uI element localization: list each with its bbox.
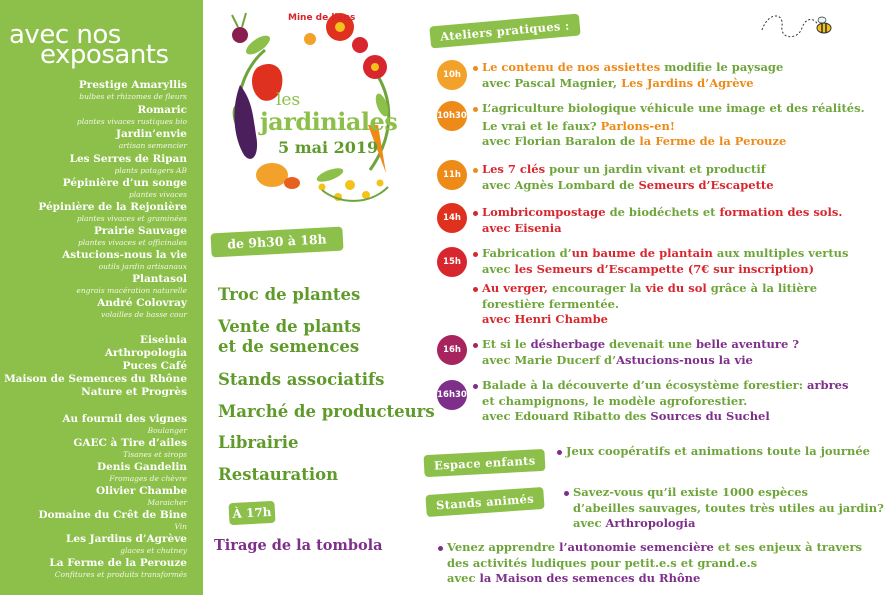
workshop-10h: Le contenu de nos assiettes modifie le paysage avec Pascal Magnier, Les Jardins d’Agrève: [473, 60, 783, 91]
producer: GAEC à Tire d’ailes Tisanes et sirops: [73, 437, 187, 459]
workshop-10h30: L’agriculture biologique véhicule une image et des réalités. Le vrai et le faux? Parlons-en! avec Florian Baralon de la Ferme de la Perouze: [473, 101, 865, 150]
raffle-label: Tirage de la tombola: [214, 537, 383, 554]
producer: Au fournil des vignes Boulanger: [62, 413, 187, 435]
opening-hours: de 9h30 à 18h: [210, 227, 343, 258]
exhibitors-panel: [0, 0, 203, 595]
exhibitor: Pépinière d’un songe plantes vivaces: [62, 177, 187, 199]
time-badge: 11h: [437, 160, 467, 190]
workshop-16h: Et si le désherbage devenait une belle aventure ? avec Marie Ducerf d’Astucions-nous la vie: [473, 337, 799, 368]
program-item: et de semences: [218, 337, 360, 356]
producer: Les Jardins d’Agrève glaces et chutney: [66, 533, 187, 555]
association: Eiseinia: [140, 334, 187, 346]
time-badge: 16h30: [437, 380, 467, 410]
exhibitor: Les Serres de Ripan plants potagers AB: [69, 153, 187, 175]
workshop-15h-baume: Fabrication d’un baume de plantain aux multiples vertus avec les Semeurs d’Escampette (7€ sur inscription): [473, 246, 849, 277]
workshop-16h30: Balade à la découverte d’un écosystème forestier: arbres et champignons, le modèle agroforestier. avec Edouard Ribatto des Sources du Suchel: [473, 378, 848, 425]
festival-date: 5 mai 2019: [278, 138, 379, 157]
panel-title-line1: avec nos: [9, 20, 121, 50]
bee-icon: [758, 10, 834, 50]
exhibitor: Pépinière de la Rejonière plantes vivaces et graminées: [38, 201, 187, 223]
brand-logo: Mine de liens: [288, 13, 356, 23]
raffle-time: À 17h: [228, 501, 275, 525]
stand-seeds: Venez apprendre l’autonomie semencière et ses enjeux à travers des activités ludiques pour petit.e.s et grand.e.s avec la Maison des semences du Rhône: [438, 540, 862, 587]
exhibitor: Plantasol engrais macération naturelle: [76, 273, 187, 295]
association: Puces Café: [122, 360, 187, 372]
producer: Olivier Chambe Maraicher: [95, 485, 187, 507]
stands-heading: Stands animés: [425, 487, 544, 517]
title-small: les: [276, 90, 301, 110]
program-item: Librairie: [218, 433, 299, 452]
association: Nature et Progrès: [81, 386, 187, 398]
exhibitor: Astucions-nous la vie outils jardin artisanaux: [62, 249, 187, 271]
program-item: Restauration: [218, 465, 339, 484]
exhibitor: Prairie Sauvage plantes vivaces et officinales: [77, 225, 187, 247]
association: Maison de Semences du Rhône: [4, 373, 187, 385]
producer: La Ferme de la Perouze Confitures et produits transformés: [49, 557, 187, 579]
exhibitor: Romaric plantes vivaces rustiques bio: [76, 104, 187, 126]
exhibitor: André Colovray volailles de basse cour: [97, 297, 187, 319]
kids-area-text: Jeux coopératifs et animations toute la journée: [557, 444, 870, 460]
time-badge: 15h: [437, 247, 467, 277]
time-badge: 10h: [437, 60, 467, 90]
festival-logo: [210, 5, 410, 210]
kids-area-heading: Espace enfants: [424, 449, 546, 477]
workshops-heading: Ateliers pratiques :: [429, 14, 580, 49]
workshop-15h-verger: Au verger, encourager la vie du sol grâce à la litière forestière fermentée. avec Henri Chambe: [473, 281, 817, 328]
producer: Domaine du Crêt de Bine Vin: [38, 509, 187, 531]
panel-title-line2: exposants: [40, 40, 169, 70]
workshop-14h: Lombricompostage de biodéchets et formation des sols. avec Eisenia: [473, 205, 842, 236]
association: Arthropologia: [104, 347, 187, 359]
festival-title: jardiniales: [260, 107, 398, 136]
time-badge: 10h30: [437, 101, 467, 131]
producer: Denis Gandelin Fromages de chèvre: [96, 461, 187, 483]
program-item: Stands associatifs: [218, 370, 385, 389]
program-item: Marché de producteurs: [218, 402, 435, 421]
workshop-11h: Les 7 clés pour un jardin vivant et productif avec Agnès Lombard de Semeurs d’Escapette: [473, 162, 774, 193]
exhibitor: Prestige Amaryllis bulbes et rhizomes de fleurs: [78, 79, 187, 101]
program-item: Vente de plants: [218, 317, 361, 336]
time-badge: 14h: [437, 203, 467, 233]
exhibitor: Jardin’envie artisan semencier: [115, 128, 187, 150]
program-item: Troc de plantes: [218, 285, 361, 304]
stand-bees: Savez-vous qu’il existe 1000 espèces d’abeilles sauvages, toutes très utiles au jardin? avec Arthropologia: [564, 485, 884, 532]
time-badge: 16h: [437, 335, 467, 365]
